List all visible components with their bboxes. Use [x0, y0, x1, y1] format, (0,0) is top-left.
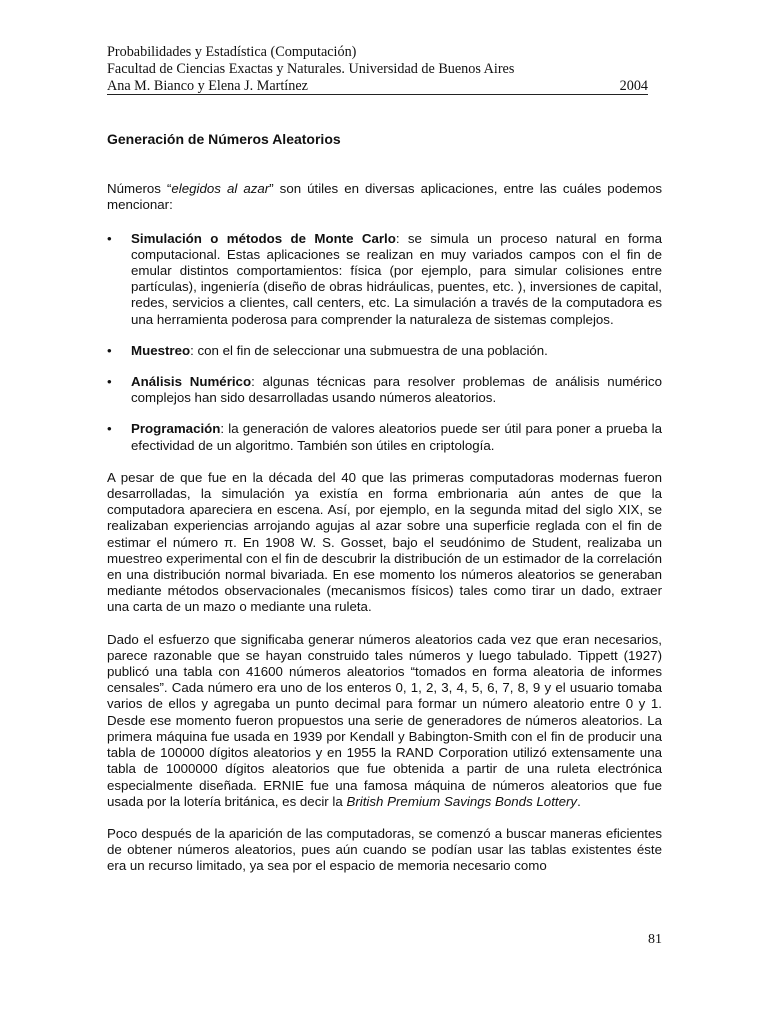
list-item-term: Programación — [131, 421, 221, 437]
list-item-term: Muestreo — [131, 342, 191, 358]
page-number: 81 — [648, 932, 662, 947]
header-course: Probabilidades y Estadística (Computación) — [107, 44, 357, 60]
header-rule — [107, 94, 648, 95]
page-body — [107, 131, 662, 891]
list-item-term: Análisis Numérico — [131, 374, 252, 390]
list-item-term: Simulación o métodos de Monte Carlo — [131, 230, 396, 246]
header-authors: Ana M. Bianco y Elena J. Martínez — [107, 78, 308, 94]
header-year: 2004 — [619, 78, 648, 94]
applications-list — [107, 231, 662, 454]
bullet-icon: • — [107, 230, 112, 246]
bullet-icon: • — [107, 374, 112, 390]
lottery-name: British Premium Savings Bonds Lottery — [346, 793, 578, 809]
intro-paragraph — [107, 181, 662, 213]
list-item — [107, 231, 662, 328]
intro-text-end: ” son útiles en diversas aplicaciones, entre las cuáles podemos mencionar: — [107, 181, 662, 213]
tables-paragraph-text: Dado el esfuerzo que significaba generar números aleatorios cada vez que eran necesarios, parece razonable que se hayan construido tales números y luego tabulado. Tippett (1927) publicó una tabla con 41600 números aleatorios “tomados en forma aleatoria de informes censales”. Cada número era uno de los enteros 0, 1, 2, 3, 4, 5, 6, 7, 8, 9 y el usuario tomaba varios de ellos y agregaba un punto decimal para formar un número aleatorio entre 0 y 1. Desde ese momento fueron propuestos una serie de generadores de números aleatorios. La primera máquina fue usada en 1939 por Kendall y Babington-Smith con el fin de producir una tabla de 100000 dígitos aleatorios y en 1955 la RAND Corporation utilizó extensamente una tabla de 1000000 dígitos aleatorios que fue obtenida a partir de una ruleta electrónica especialmente diseñada. ERNIE fue una famosa máquina de números aleatorios que fue usada por la lotería británica, es decir la — [107, 631, 662, 809]
list-item-text: : con el fin de seleccionar una submuestra de una población. — [190, 342, 548, 358]
tables-paragraph-end: . — [577, 793, 581, 809]
list-item-text: : se simula un proceso natural en forma computacional. Estas aplicaciones se realizan en muy variados campos con el fin de emular distintos comportamientos: física (por ejemplo, para simular colisiones entre partículas), ingeniería (diseño de obras hidráulicas, puentes, etc. ), inversiones de capital, redes, servicios a clientes, call centers, etc. La simulación a través de la computadora es una herramienta poderosa para comprender la naturaleza de sistemas complejos. — [131, 230, 662, 327]
list-item-text: : la generación de valores aleatorios puede ser útil para poner a prueba la efectividad de un algoritmo. También son útiles en criptología. — [131, 421, 662, 453]
section-heading: Generación de Números Aleatorios — [107, 131, 341, 147]
header-institution: Facultad de Ciencias Exactas y Naturales. Universidad de Buenos Aires — [107, 61, 515, 77]
header-authors-row — [107, 78, 648, 95]
page-header — [107, 44, 648, 95]
computers-paragraph: Poco después de la aparición de las computadoras, se comenzó a buscar maneras eficientes de obtener números aleatorios, pues aún cuando se podían usar las tablas existentes éste era un recurso limitado, ya sea por el espacio de memoria necesario como — [107, 825, 662, 874]
bullet-icon: • — [107, 421, 112, 437]
intro-text-start: Números “ — [107, 181, 172, 197]
list-item — [107, 374, 662, 406]
list-item — [107, 343, 662, 359]
intro-italic: elegidos al azar — [171, 181, 270, 197]
list-item — [107, 421, 662, 453]
bullet-icon: • — [107, 342, 112, 358]
list-item-text: : algunas técnicas para resolver problemas de análisis numérico complejos han sido desarrolladas usando números aleatorios. — [131, 374, 662, 406]
history-paragraph: A pesar de que fue en la década del 40 que las primeras computadoras modernas fueron desarrolladas, la simulación ya existía en forma embrionaria aún antes de que la computadora apareciera en escena. Así, por ejemplo, en la segunda mitad del siglo XIX, se realizaban experiencias arrojando agujas al azar sobre una superficie reglada con el fin de estimar el número π. En 1908 W. S. Gosset, bajo el seudónimo de Student, realizaba un muestreo experimental con el fin de descubrir la distribución de un estimador de la correlación en una distribución normal bivariada. En ese momento los números aleatorios se generaban mediante métodos observacionales (mecanismos físicos) tales como tirar un dado, extraer una carta de un mazo o mediante una ruleta. — [107, 469, 662, 615]
tables-paragraph — [107, 632, 662, 810]
